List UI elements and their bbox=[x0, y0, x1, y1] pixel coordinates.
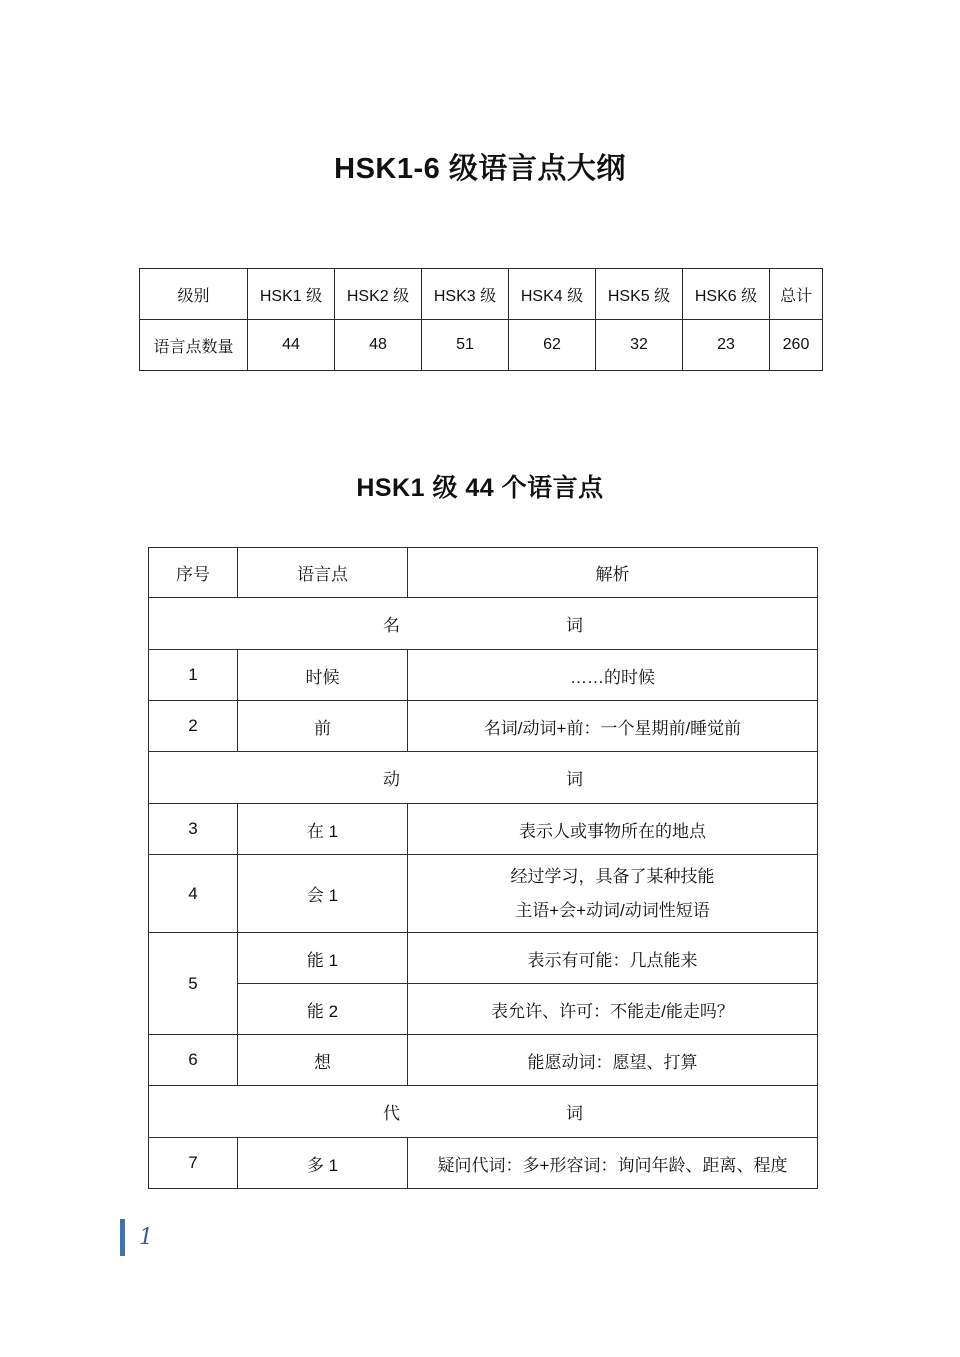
section-row-cell bbox=[149, 598, 818, 650]
header-analysis: 解析 bbox=[408, 548, 818, 598]
section-row-cell bbox=[149, 752, 818, 804]
section-label-verb: 动词 bbox=[383, 770, 583, 789]
section-label-pronoun: 代词 bbox=[383, 1104, 583, 1123]
table-row bbox=[149, 701, 818, 752]
row-desc: 表示有可能：几点能来 bbox=[408, 933, 818, 984]
summary-header-level-2: HSK2 级 bbox=[335, 269, 422, 320]
summary-count-4: 62 bbox=[509, 320, 596, 371]
table-header-row bbox=[149, 548, 818, 598]
row-point: 能 1 bbox=[238, 933, 408, 984]
table-row bbox=[149, 1138, 818, 1189]
row-desc: 疑问代词：多+形容词：询问年龄、距离、程度 bbox=[408, 1138, 818, 1189]
row-point: 多 1 bbox=[238, 1138, 408, 1189]
row-point: 前 bbox=[238, 701, 408, 752]
table-row bbox=[149, 855, 818, 933]
footer-accent-bar bbox=[120, 1219, 125, 1256]
row-desc: 名词/动词+前：一个星期前/睡觉前 bbox=[408, 701, 818, 752]
row-point: 时候 bbox=[238, 650, 408, 701]
summary-row-label: 级别 bbox=[140, 269, 248, 320]
section-label-noun: 名词 bbox=[383, 616, 583, 635]
summary-header-level-1: HSK1 级 bbox=[248, 269, 335, 320]
section-row-verb bbox=[149, 752, 818, 804]
row-desc: 表允许、许可：不能走/能走吗？ bbox=[408, 984, 818, 1035]
row-point: 会 1 bbox=[238, 855, 408, 933]
summary-count-3: 51 bbox=[422, 320, 509, 371]
row-desc-line-2: 主语+会+动词/动词性短语 bbox=[515, 900, 710, 920]
summary-count-1: 44 bbox=[248, 320, 335, 371]
summary-header-level-3: HSK3 级 bbox=[422, 269, 509, 320]
language-points-table bbox=[148, 547, 818, 1189]
row-desc bbox=[408, 855, 818, 933]
row-point: 能 2 bbox=[238, 984, 408, 1035]
summary-header-level-4: HSK4 级 bbox=[509, 269, 596, 320]
row-point: 想 bbox=[238, 1035, 408, 1086]
summary-header-total: 总计 bbox=[770, 269, 823, 320]
row-no: 4 bbox=[149, 855, 238, 933]
summary-count-total: 260 bbox=[770, 320, 823, 371]
row-no: 5 bbox=[149, 933, 238, 1035]
summary-header-level-5: HSK5 级 bbox=[596, 269, 683, 320]
header-no: 序号 bbox=[149, 548, 238, 598]
row-no: 1 bbox=[149, 650, 238, 701]
row-no: 7 bbox=[149, 1138, 238, 1189]
table-row bbox=[140, 269, 823, 320]
summary-row-label-count: 语言点数量 bbox=[140, 320, 248, 371]
section-row-cell bbox=[149, 1086, 818, 1138]
table-row bbox=[149, 650, 818, 701]
page-number: 1 bbox=[139, 1225, 153, 1250]
section-title: HSK1 级 44 个语言点 bbox=[356, 473, 604, 502]
table-row bbox=[149, 804, 818, 855]
row-no: 3 bbox=[149, 804, 238, 855]
row-desc: 能愿动词：愿望、打算 bbox=[408, 1035, 818, 1086]
summary-count-6: 23 bbox=[683, 320, 770, 371]
table-row bbox=[140, 320, 823, 371]
section-row-noun bbox=[149, 598, 818, 650]
summary-header-level-6: HSK6 级 bbox=[683, 269, 770, 320]
summary-count-2: 48 bbox=[335, 320, 422, 371]
row-desc-line-1: 经过学习，具备了某种技能 bbox=[510, 866, 715, 886]
header-point: 语言点 bbox=[238, 548, 408, 598]
row-no: 2 bbox=[149, 701, 238, 752]
table-row bbox=[149, 984, 818, 1035]
summary-table bbox=[139, 268, 823, 371]
section-row-pronoun bbox=[149, 1086, 818, 1138]
row-point: 在 1 bbox=[238, 804, 408, 855]
row-desc: ……的时候 bbox=[408, 650, 818, 701]
table-row bbox=[149, 933, 818, 984]
row-no: 6 bbox=[149, 1035, 238, 1086]
row-desc: 表示人或事物所在的地点 bbox=[408, 804, 818, 855]
page-title: HSK1-6 级语言点大纲 bbox=[334, 153, 626, 186]
table-row bbox=[149, 1035, 818, 1086]
summary-count-5: 32 bbox=[596, 320, 683, 371]
page-footer bbox=[120, 1219, 153, 1256]
